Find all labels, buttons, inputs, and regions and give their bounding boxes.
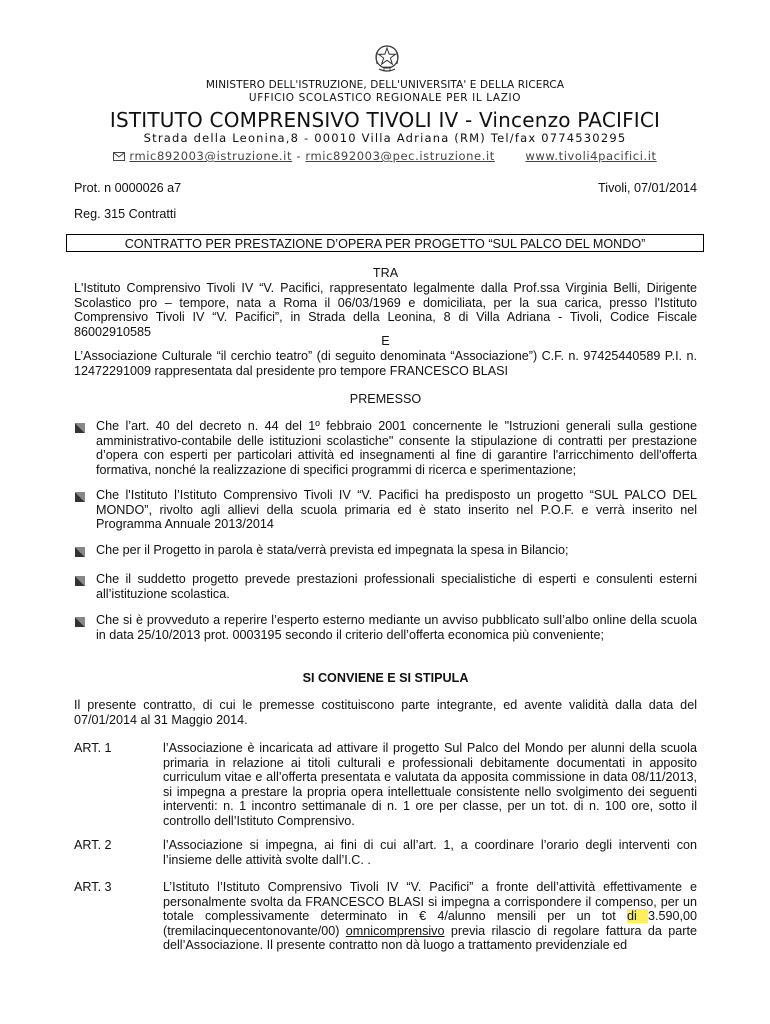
office-line: UFFICIO SCOLASTICO REGIONALE PER IL LAZIO: [248, 92, 522, 104]
premesso-heading: PREMESSO: [349, 392, 422, 406]
premesso-item: Che l’art. 40 del decreto n. 44 del 1º febbraio 2001 concernente le "Istruzioni generali sulla gestione amministrativo-contabile delle istituzioni scolastiche" consente la stipulazione di contratti per prestazione d’opera con esperti per particolari attività ed insegnamenti al fine di garantire l'arricchimento dell'offerta formativa, nonché la realizzazione di specifici programmi di ricerca e sperimentazione;: [96, 419, 697, 477]
stipula-heading: SI CONVIENE E SI STIPULA: [302, 671, 469, 685]
bullet-square-icon: [75, 423, 85, 433]
premesso-item: Che l'Istituto l’Istituto Comprensivo Tivoli IV “V. Pacifici ha predisposto un progetto “SUL PALCO DEL MONDO”, rivolto agli allievi della scuola primaria ed è stato inserito nel P.O.F. e verrà inserito nel Programma Annuale 2013/2014: [96, 488, 697, 532]
article-label: ART. 3: [74, 880, 112, 894]
tra-label: TRA: [372, 266, 399, 280]
article-label: ART. 1: [74, 741, 112, 755]
stipula-intro: Il presente contratto, di cui le premesse costituiscono parte integrante, ed avente validità dalla data del 07/01/2014 al 31 Maggio 2014.: [74, 698, 697, 727]
protocol-number: Prot. n 0000026 a7: [74, 181, 182, 195]
article-label: ART. 2: [74, 838, 112, 852]
article-text: l’Associazione è incaricata ad attivare il progetto Sul Palco del Mondo per alunni della scuola primaria in relazione ai titoli culturali e professionali debitamente documentati in apposito curriculum vitae e all’offerta presentata e valutata da apposita commissione in data 08/11/2013, si impegna a prestare la propria opera intellettuale consistente nello svolgimento dei seguenti interventi: n. 1 incontro settimanale di n. 1 ore per classe, per un tot. di n. 100 ore, sotto il controllo dell’Istituto Comprensivo.: [163, 741, 697, 828]
premesso-item: Che il suddetto progetto prevede prestazioni professionali specialistiche di esperti e consulenti esterni all’istituzione scolastica.: [96, 572, 697, 601]
pec-link[interactable]: rmic892003@pec.istruzione.it: [305, 149, 495, 163]
premesso-item: Che si è provveduto a reperire l’esperto esterno mediante un avviso pubblicato sull’albo online della scuola in data 25/10/2013 prot. 0003195 secondo il criterio dell’offerta economica più conveniente;: [96, 613, 697, 642]
email-link[interactable]: rmic892003@istruzione.it: [129, 149, 293, 163]
ministry-line: MINISTERO DELL'ISTRUZIONE, DELL'UNIVERSITA' E DELLA RICERCA: [205, 79, 565, 91]
premesso-item: Che per il Progetto in parola è stata/verrà prevista ed impegnata la spesa in Bilancio;: [96, 543, 569, 557]
article-text-part: 3.590,00 (tremilacinquecentonovante/00): [163, 909, 698, 938]
contacts-line: [0, 149, 770, 163]
underlined-text: omnicomprensivo: [345, 923, 445, 938]
place-date: Tivoli, 07/01/2014: [598, 181, 697, 195]
contract-title: CONTRATTO PER PRESTAZIONE D’OPERA PER PROGETTO “SUL PALCO DEL MONDO”: [66, 234, 704, 252]
school-name: ISTITUTO COMPRENSIVO TIVOLI IV - Vincenzo PACIFICI: [109, 108, 661, 132]
italian-republic-emblem-icon: [373, 42, 401, 74]
e-label: E: [381, 334, 390, 348]
party-one-text: L'Istituto Comprensivo Tivoli IV “V. Pacifici, rappresentato legalmente dalla Prof.ssa Virginia Belli, Dirigente Scolastico pro – tempore, nata a Roma il 06/03/1969 e domiciliata, per la sua carica, presso l'Istituto Comprensivo Tivoli IV “V. Pacifici”, in Strada della Leonina, 8 di Villa Adriana - Tivoli, Codice Fiscale 86002910585: [74, 281, 697, 339]
party-two-text: L’Associazione Culturale “il cerchio teatro” (di seguito denominata “Associazione”) C.F. n. 97425440589 P.I. n. 12472291009 rappresentata dal presidente pro tempore FRANCESCO BLASI: [74, 349, 697, 378]
article-text-part: previa rilascio di regolare fattura da parte dell’Associazione. Il presente contratto non dà luogo a trattamento previdenziale ed: [163, 923, 697, 953]
article-text: l’Associazione si impegna, ai fini di cui all’art. 1, a coordinare l’orario degli interventi con l’insieme delle attività svolte dall’I.C. .: [163, 838, 697, 867]
bullet-square-icon: [75, 547, 85, 557]
envelope-icon: [113, 152, 125, 161]
article-text: [163, 880, 697, 953]
school-address: Strada della Leonina,8 - 00010 Villa Adriana (RM) Tel/fax 0774530295: [143, 131, 627, 145]
highlighted-text: di: [626, 909, 648, 924]
website-link[interactable]: www.tivoli4pacifici.it: [525, 149, 657, 163]
contact-separator: -: [296, 149, 302, 163]
bullet-square-icon: [75, 492, 85, 502]
article-text-part: L’Istituto l’Istituto Comprensivo Tivoli IV “V. Pacifici” a fronte dell’attività effettivamente e personalmente svolta da FRANCESCO BLASI si impegna a corrispondere il compenso, per un totale complessivamente determinato in € 4/alunno mensili per un tot: [163, 880, 697, 924]
bullet-square-icon: [75, 617, 85, 627]
register-number: Reg. 315 Contratti: [74, 207, 177, 221]
bullet-square-icon: [75, 576, 85, 586]
